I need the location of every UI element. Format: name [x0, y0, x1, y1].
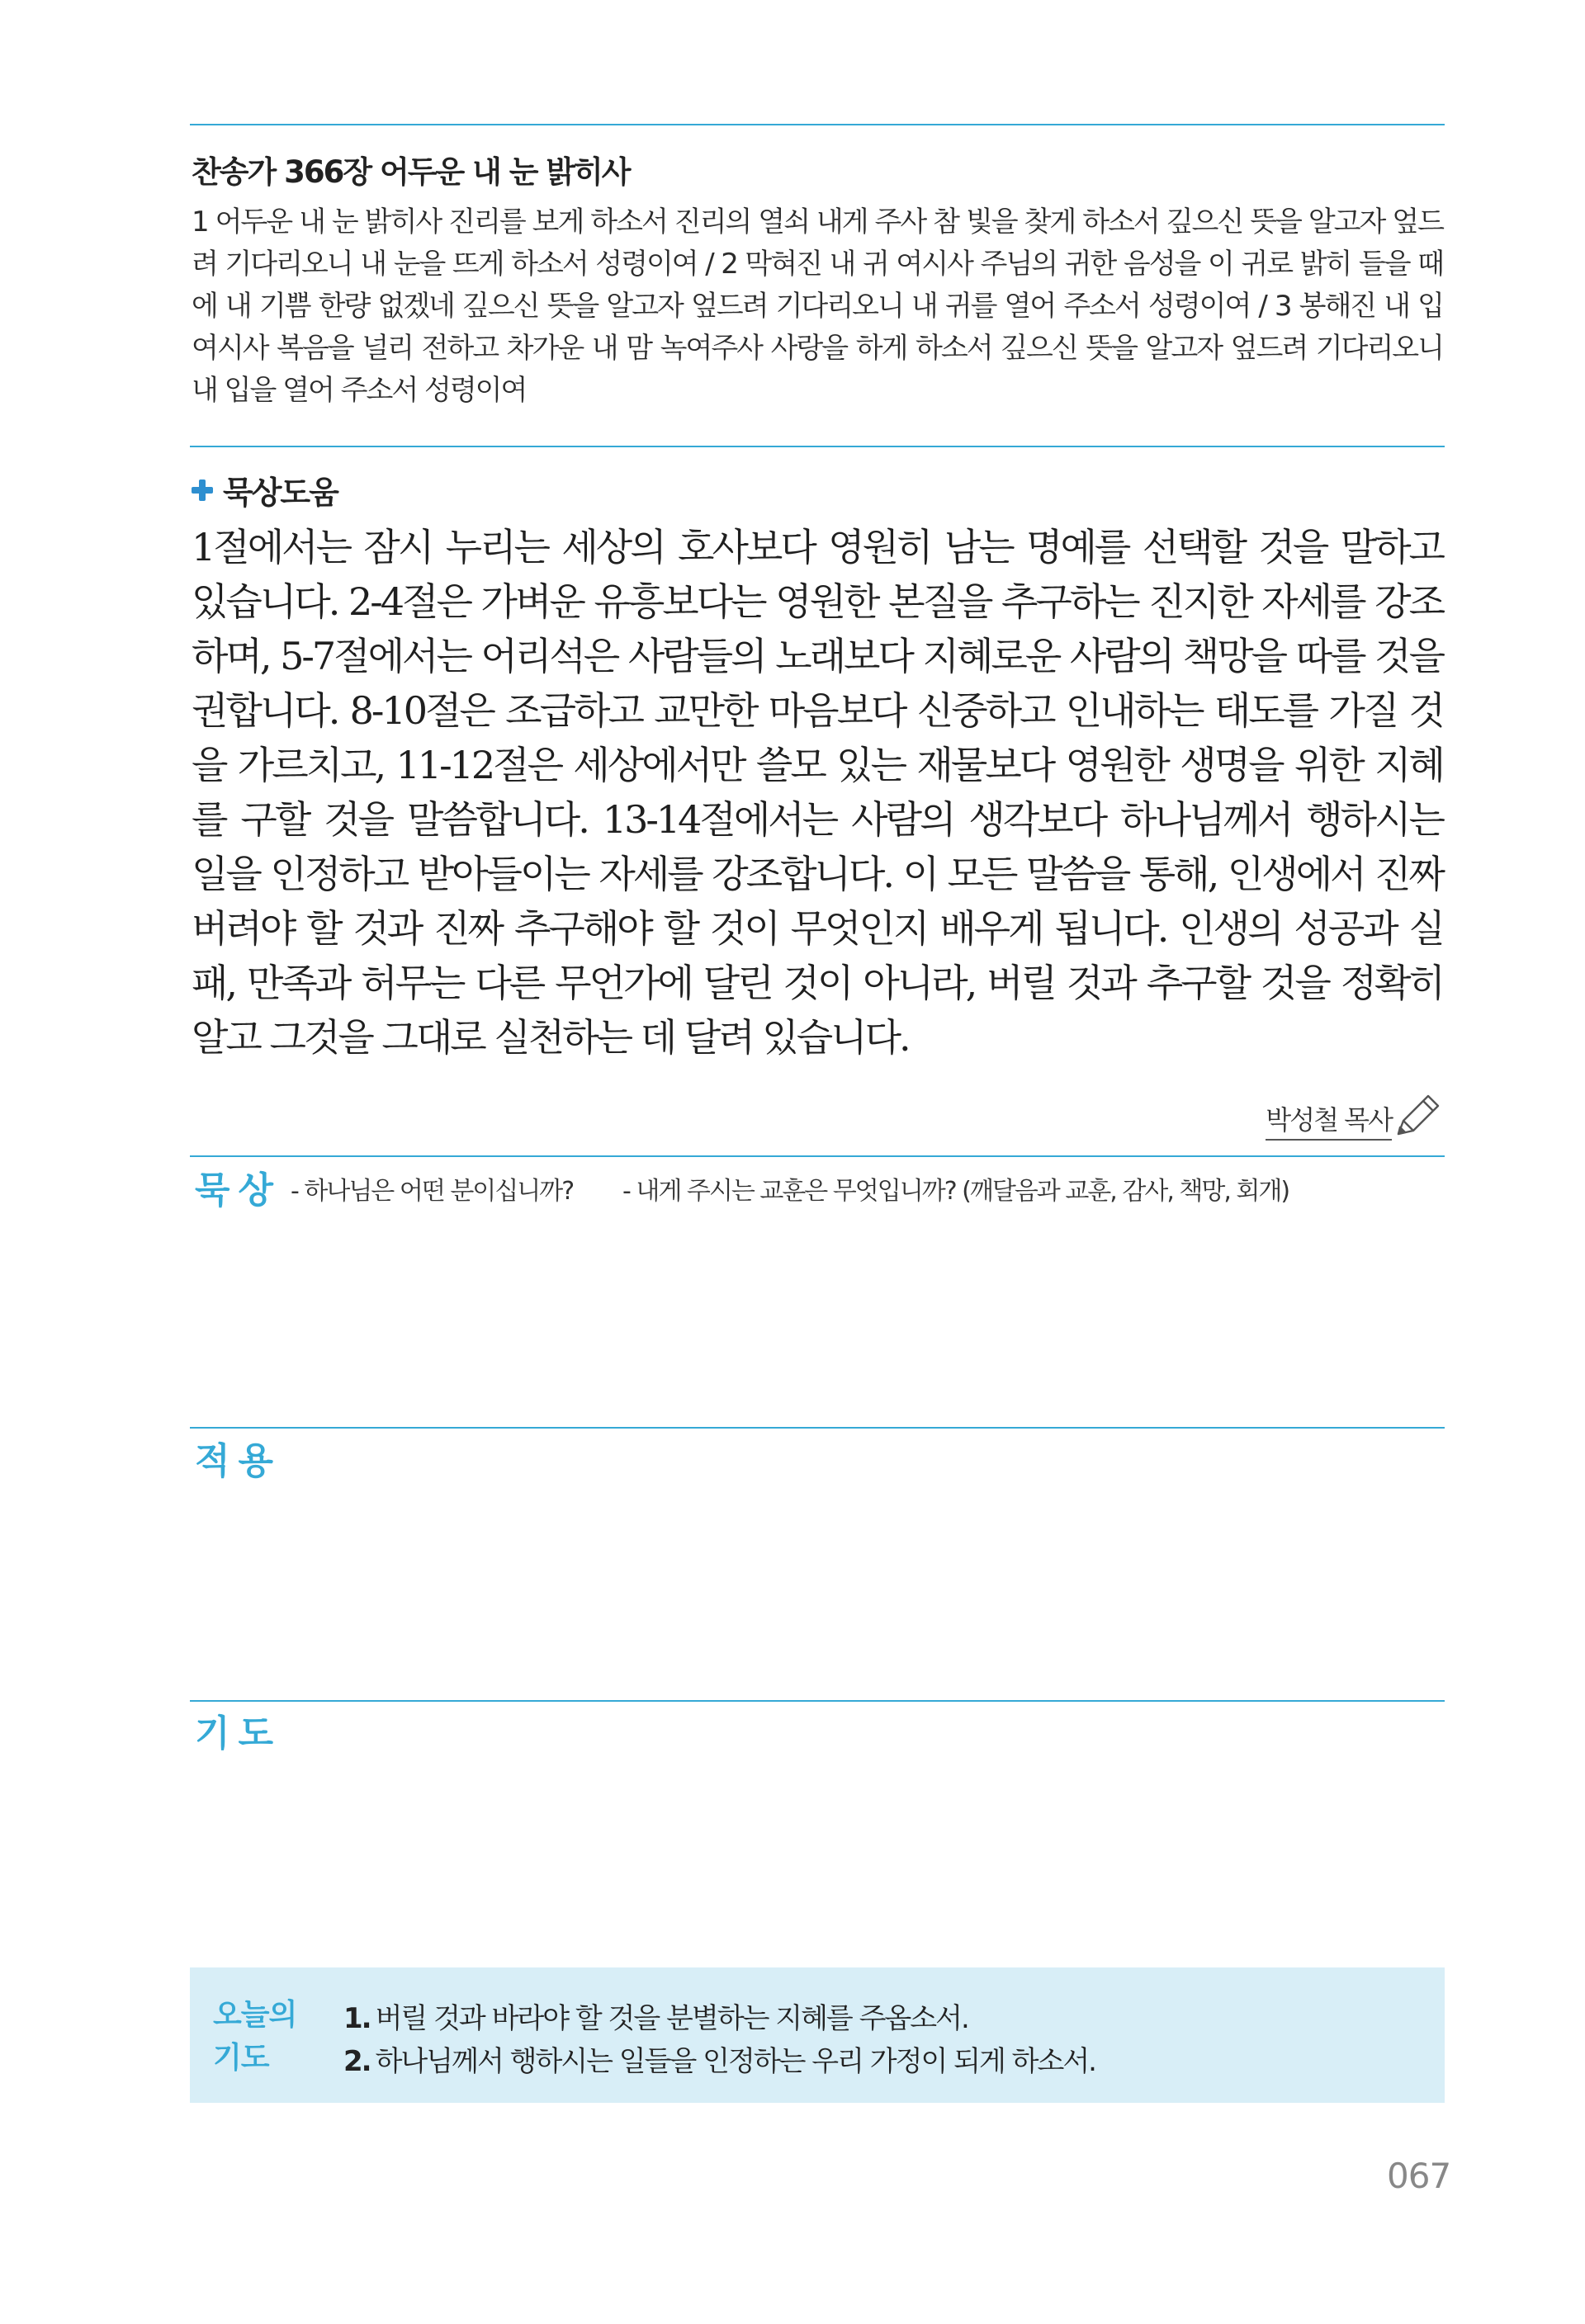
muksang-divider: [190, 1155, 1445, 1157]
prayer-item-number: 1.: [343, 2002, 371, 2035]
prayer-divider: [190, 1700, 1445, 1702]
muksang-label: 묵상: [195, 1169, 282, 1212]
prayer-item-text: 버릴 것과 바라야 할 것을 분별하는 지혜를 주옵소서.: [375, 2002, 968, 2035]
page-number: 067: [1387, 2156, 1451, 2196]
pencil-icon: [1392, 1088, 1445, 1141]
list-item: [343, 2040, 1095, 2083]
meditation-heading: [192, 467, 338, 513]
meditation-title: 묵상도움: [223, 475, 338, 511]
hymn-title: 찬송가 366장 어두운 내 눈 밝히사: [192, 154, 630, 190]
plus-icon: [192, 479, 213, 501]
today-prayer-label-line1: 오늘의: [213, 1998, 297, 2032]
today-prayer-label-line2: 기도: [213, 2041, 269, 2075]
meditation-body: 1절에서는 잠시 누리는 세상의 호사보다 영원히 남는 명예를 선택할 것을 말하고 있습니다. 2-4절은 가벼운 유흥보다는 영원한 본질을 추구하는 진지한 자세를 강조하며, 5-7절에서는 어리석은 사람들의 노래보다 지혜로운 사람의 책망을 따를 것을 권합니다. 8-10절은 조급하고 교만한 마음보다 신중하고 인내하는 태도를 가질 것을 가르치고, 11-12절은 세상에서만 쓸모 있는 재물보다 영원한 생명을 위한 지혜를 구할 것을 말씀합니다. 13-14절에서는 사람의 생각보다 하나님께서 행하시는 일을 인정하고 받아들이는 자세를 강조합니다. 이 모든 말씀을 통해, 인생에서 진짜 버려야 할 것과 진짜 추구해야 할 것이 무엇인지 배우게 됩니다. 인생의 성공과 실패, 만족과 허무는 다른 무언가에 달린 것이 아니라, 버릴 것과 추구할 것을 정확히 알고 그것을 그대로 실천하는 데 달려 있습니다.: [192, 525, 1443, 1060]
today-prayer-list: [343, 1997, 1095, 2083]
apply-divider: [190, 1427, 1445, 1429]
hymn-divider: [190, 446, 1445, 447]
prayer-label: 기도: [195, 1712, 282, 1755]
prayer-item-number: 2.: [343, 2045, 371, 2078]
apply-label: 적용: [195, 1440, 282, 1482]
prayer-item-text: 하나님께서 행하시는 일들을 인정하는 우리 가정이 되게 하소서.: [375, 2045, 1095, 2078]
author-name: 박성철 목사: [1266, 1099, 1392, 1141]
hymn-lyrics: 1 어두운 내 눈 밝히사 진리를 보게 하소서 진리의 열쇠 내게 주사 참 빛을 찾게 하소서 깊으신 뜻을 알고자 엎드려 기다리오니 내 눈을 뜨게 하소서 성령이여 / 2 막혀진 내 귀 여시사 주님의 귀한 음성을 이 귀로 밝히 들을 때에 내 기쁨 한량 없겠네 깊으신 뜻을 알고자 엎드려 기다리오니 내 귀를 열어 주소서 성령이여 / 3 봉해진 내 입 여시사 복음을 널리 전하고 차가운 내 맘 녹여주사 사랑을 하게 하소서 깊으신 뜻을 알고자 엎드려 기다리오니 내 입을 열어 주소서 성령이여: [192, 205, 1443, 407]
author-signature: [1189, 1088, 1445, 1141]
today-prayer-box: [190, 1967, 1445, 2103]
muksang-question-2: - 내게 주시는 교훈은 무엇입니까? (깨달음과 교훈, 감사, 책망, 회개): [622, 1177, 1289, 1206]
today-prayer-label: [213, 1994, 296, 2080]
hymn-block: [192, 154, 1443, 412]
muksang-question-1: - 하나님은 어떤 분이십니까?: [291, 1177, 574, 1206]
top-divider: [190, 124, 1445, 125]
list-item: [343, 1997, 1095, 2040]
